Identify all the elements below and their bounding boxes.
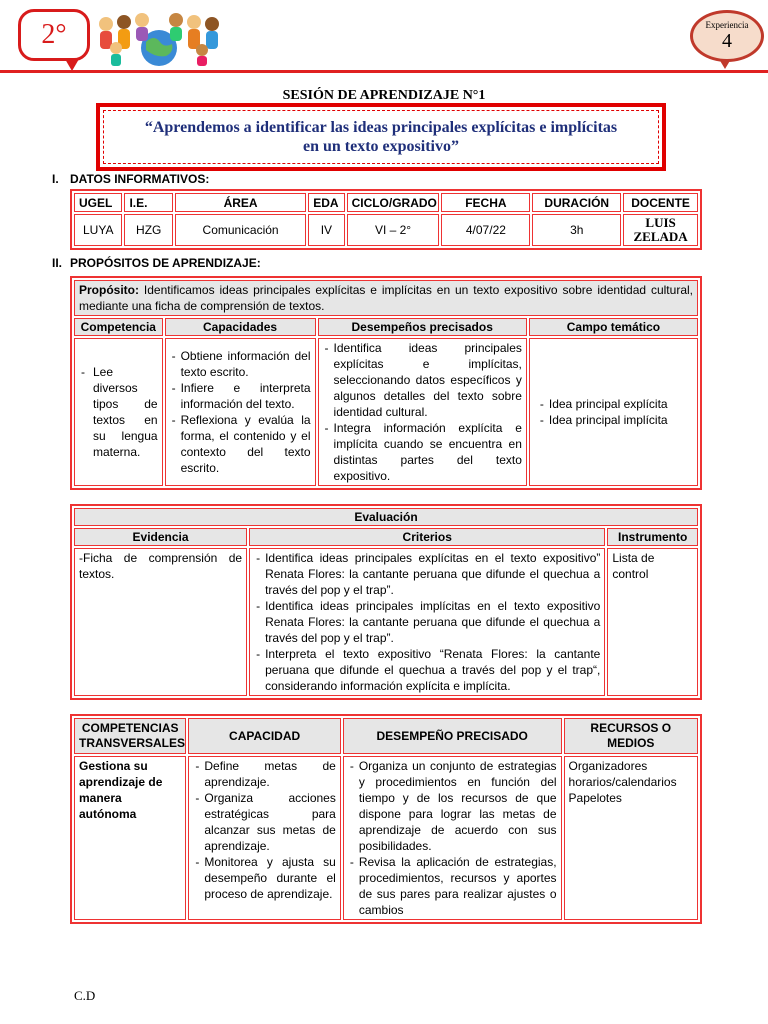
datos-header: DURACIÓN [532, 193, 621, 212]
section-heading-datos [52, 172, 209, 186]
datos-header: FECHA [441, 193, 530, 212]
recurso-item: Organizadores [568, 759, 648, 773]
transversales-header: COMPETENCIAS TRANSVERSALES [74, 718, 186, 754]
recurso-item: horarios/calendarios [568, 775, 677, 789]
session-subtitle [103, 110, 659, 164]
recurso-item: Papelotes [568, 791, 622, 805]
evidencia-cell: -Ficha de comprensión de textos. [74, 548, 247, 696]
capacidad-item: - Obtiene información del texto escrito. [170, 348, 311, 380]
session-subtitle-box [96, 103, 666, 171]
section-title: PROPÓSITOS DE APRENDIZAJE: [70, 256, 261, 270]
transversales-header: CAPACIDAD [188, 718, 340, 754]
session-subtitle-line2: en un texto expositivo” [302, 138, 459, 155]
desempenos-cell [318, 338, 527, 486]
criterio-item: - Interpreta el texto expositivo “Renata Flores: la cantante peruana que difunde el quechua a través del pop y el trap“, considerando información explícita e implícita. [254, 646, 600, 694]
datos-value: VI – 2° [347, 214, 440, 246]
evaluacion-title: Evaluación [74, 508, 698, 526]
session-subtitle-line1: “Aprendemos a identificar las ideas principales explícitas e implícitas [144, 119, 618, 136]
children-globe-illustration [94, 10, 224, 66]
evaluacion-header: Criterios [249, 528, 605, 546]
criterio-item: - Identifica ideas principales implícitas en el texto expositivo Renata Flores: la cantante peruana que difunde el quechua a través del pop y el trap”. [254, 598, 600, 646]
datos-value: 3h [532, 214, 621, 246]
transversales-header: RECURSOS O MEDIOS [564, 718, 698, 754]
capacidad-item: - Infiere e interpreta información del texto. [170, 380, 311, 412]
section-title: DATOS INFORMATIVOS: [70, 172, 210, 186]
proposito-label: Propósito: [79, 283, 139, 297]
proposito-row [74, 280, 698, 316]
datos-header: CICLO/GRADO [347, 193, 440, 212]
transversal-competencia: Gestiona su aprendizaje de manera autónoma [74, 756, 186, 920]
transversal-recursos-cell [564, 756, 698, 920]
experience-badge [690, 10, 764, 62]
datos-value: IV [308, 214, 344, 246]
criterios-cell [249, 548, 605, 696]
transversal-desempeno-item: - Revisa la aplicación de estrategias, procedimientos, recursos y aportes de sus pares para realizar ajustes o cambios [348, 854, 557, 918]
grade-label: 2° [41, 19, 67, 50]
propositos-table [70, 276, 702, 490]
datos-value: 4/07/22 [441, 214, 530, 246]
transversal-desempeno-cell [343, 756, 562, 920]
instrumento-cell: Lista de control [607, 548, 698, 696]
transversales-header: DESEMPEÑO PRECISADO [343, 718, 562, 754]
propositos-header: Desempeños precisados [318, 318, 527, 336]
datos-table [70, 189, 702, 250]
datos-value: LUIS ZELADA [623, 214, 698, 246]
datos-header: ÁREA [175, 193, 306, 212]
datos-value: LUYA [74, 214, 122, 246]
capacidad-item: - Reflexiona y evalúa la forma, el contenido y el contexto del texto escrito. [170, 412, 311, 476]
experience-label: Experiencia [705, 20, 749, 30]
section-heading-propositos [52, 256, 261, 270]
evaluacion-table [70, 504, 702, 700]
grade-badge [18, 9, 90, 61]
experience-number: 4 [722, 30, 732, 52]
propositos-header: Capacidades [165, 318, 316, 336]
propositos-header: Competencia [74, 318, 163, 336]
propositos-header: Campo temático [529, 318, 698, 336]
campo-item: - Idea principal implícita [538, 412, 693, 428]
datos-header: UGEL [74, 193, 122, 212]
transversal-capacidad-item: - Monitorea y ajusta su desempeño durante el proceso de aprendizaje. [193, 854, 335, 902]
campo-cell [529, 338, 698, 486]
header-divider [0, 70, 768, 73]
proposito-text: Identificamos ideas principales explícitas e implícitas en un texto expositivo sobre identidad cultural, mediante una ficha de comprensión de textos. [79, 283, 693, 313]
session-title: SESIÓN DE APRENDIZAJE N°1 [282, 88, 486, 103]
evaluacion-header: Evidencia [74, 528, 247, 546]
section-number: I. [52, 172, 59, 186]
transversal-desempeno-item: - Organiza un conjunto de estrategias y procedimientos en función del tiempo y de los recursos de que dispone para lograr las metas de aprendizaje de acuerdo con sus posibilidades. [348, 758, 557, 854]
evaluacion-header: Instrumento [607, 528, 698, 546]
datos-header: DOCENTE [623, 193, 698, 212]
datos-value: Comunicación [175, 214, 306, 246]
footer-text: C.D [74, 988, 96, 1003]
transversales-table [70, 714, 702, 924]
competencia-text: - Lee diversos tipos de textos en su lengua materna. [79, 364, 158, 460]
datos-header: EDA [308, 193, 344, 212]
section-number: II. [52, 256, 63, 270]
campo-item: - Idea principal explícita [538, 396, 693, 412]
datos-value: HZG [124, 214, 172, 246]
criterio-item: - Identifica ideas principales explícitas en el texto expositivo” Renata Flores: la cantante peruana que difunde el quechua a través del pop y el trap”. [254, 550, 600, 598]
transversal-capacidad-item: - Organiza acciones estratégicas para alcanzar sus metas de aprendizaje. [193, 790, 335, 854]
desempeno-item: - Integra información explícita e implícita cuando se encuentra en distintas partes del texto expositivo. [323, 420, 522, 484]
capacidades-cell [165, 338, 316, 486]
desempeno-item: - Identifica ideas principales explícitas e implícitas, seleccionando datos específicos y algunos detalles del texto sobre identidad cultural. [323, 340, 522, 420]
competencia-cell [74, 338, 163, 486]
transversal-capacidad-cell [188, 756, 340, 920]
datos-header: I.E. [124, 193, 172, 212]
transversal-capacidad-item: - Define metas de aprendizaje. [193, 758, 335, 790]
